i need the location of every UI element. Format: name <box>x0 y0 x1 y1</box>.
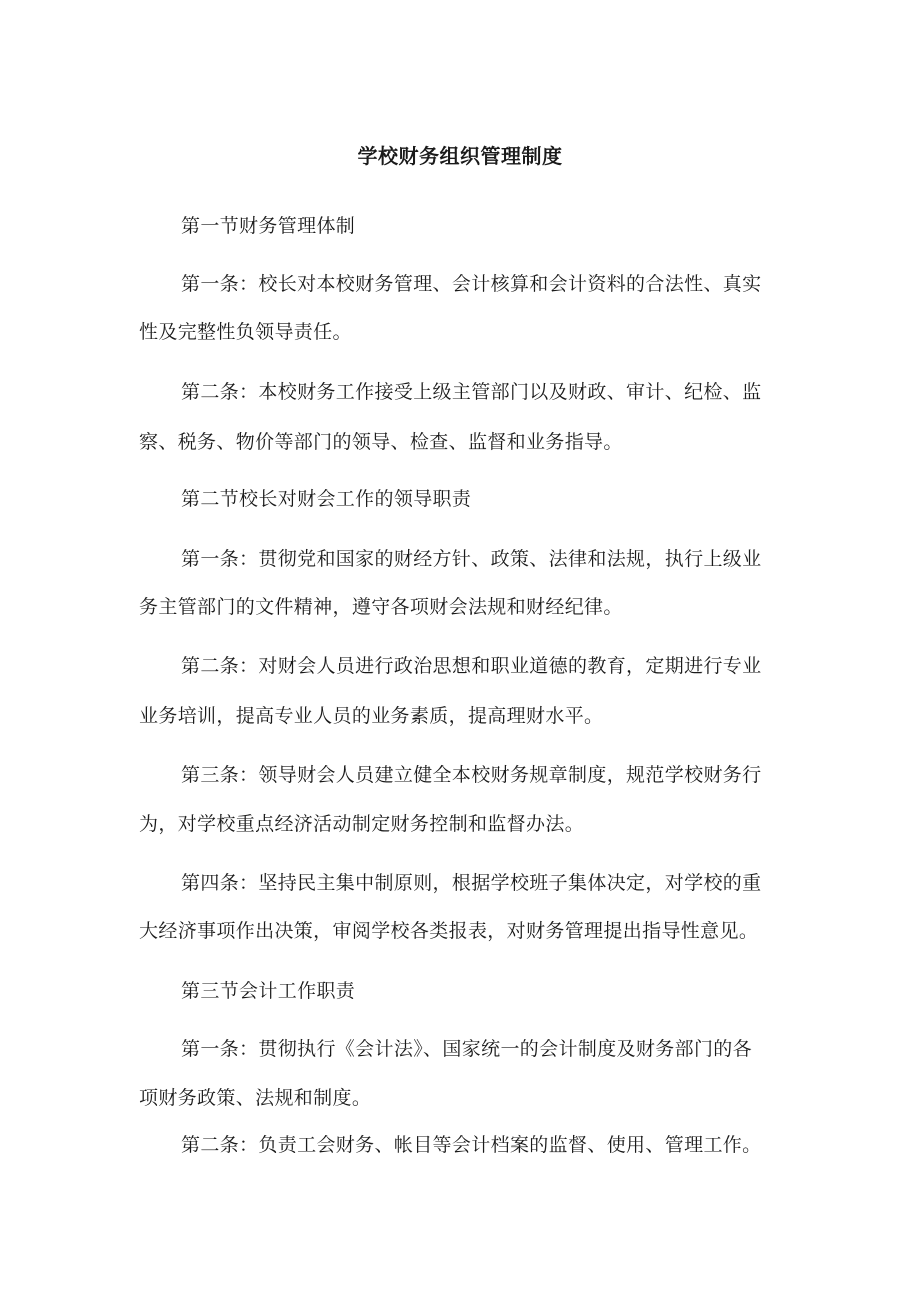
document-title: 学校财务组织管理制度 <box>357 144 563 168</box>
paragraph-line: 第二条：对财会人员进行政治思想和职业道德的教育，定期进行专业 <box>181 655 762 677</box>
paragraph-line: 大经济事项作出决策，审阅学校各类报表，对财务管理提出指导性意见。 <box>139 920 759 942</box>
paragraph-line: 察、税务、物价等部门的领导、检查、监督和业务指导。 <box>139 431 623 453</box>
paragraph-line: 第四条：坚持民主集中制原则，根据学校班子集体决定，对学校的重 <box>181 872 762 894</box>
paragraph-line: 第二条：本校财务工作接受上级主管部门以及财政、审计、纪检、监 <box>181 381 762 403</box>
paragraph-line: 第三条：领导财会人员建立健全本校财务规章制度，规范学校财务行 <box>181 764 762 786</box>
section-heading-3: 第三节会计工作职责 <box>181 980 356 1002</box>
paragraph-line: 第一条：贯彻执行《会计法》、国家统一的会计制度及财务部门的各 <box>181 1038 753 1060</box>
paragraph-line: 务主管部门的文件精神，遵守各项财会法规和财经纪律。 <box>139 596 623 618</box>
paragraph-line: 性及完整性负领导责任。 <box>139 321 352 343</box>
paragraph-line: 第二条：负责工会财务、帐目等会计档案的监督、使用、管理工作。 <box>181 1134 762 1156</box>
section-heading-1: 第一节财务管理体制 <box>181 215 356 237</box>
paragraph-line: 为，对学校重点经济活动制定财务控制和监督办法。 <box>139 813 585 835</box>
section-heading-2: 第二节校长对财会工作的领导职责 <box>181 488 472 510</box>
paragraph-line: 第一条：贯彻党和国家的财经方针、政策、法律和法规，执行上级业 <box>181 548 762 570</box>
paragraph-line: 业务培训，提高专业人员的业务素质，提高理财水平。 <box>139 705 604 727</box>
paragraph-line: 项财务政策、法规和制度。 <box>139 1087 372 1109</box>
paragraph-line: 第一条：校长对本校财务管理、会计核算和会计资料的合法性、真实 <box>181 273 762 295</box>
